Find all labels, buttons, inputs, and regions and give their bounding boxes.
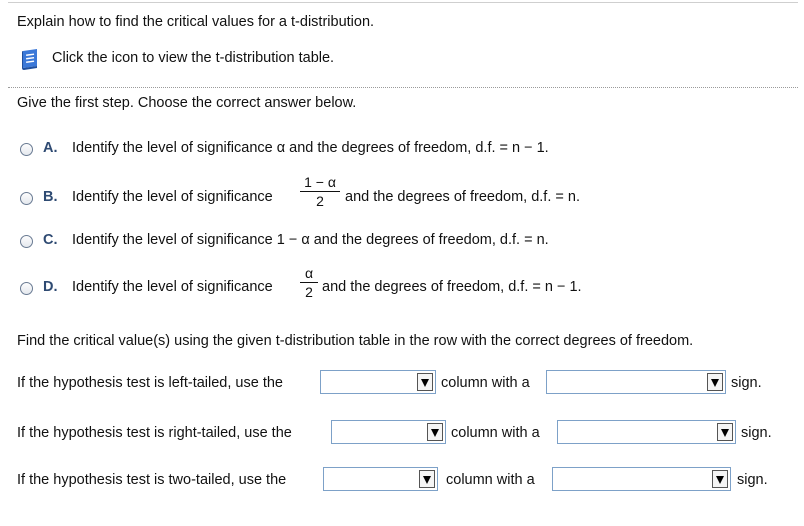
two-tailed-column-select[interactable]: [323, 467, 438, 491]
option-b-fraction: [300, 174, 340, 209]
option-d-text: Identify the level of significance: [72, 279, 273, 295]
step-prompt: Give the first step. Choose the correct answer below.: [17, 95, 357, 111]
option-a-radio[interactable]: [20, 143, 33, 156]
dropdown-arrow-icon[interactable]: [707, 373, 723, 391]
option-b-text-after: and the degrees of freedom, d.f. = n.: [345, 189, 580, 205]
dropdown-arrow-icon[interactable]: [717, 423, 733, 441]
two-tailed-suffix: sign.: [737, 472, 768, 488]
left-tailed-prefix: If the hypothesis test is left-tailed, use the: [17, 375, 283, 391]
option-c-text: Identify the level of significance 1 − α and the degrees of freedom, d.f. = n.: [72, 232, 549, 248]
table-link-text[interactable]: Click the icon to view the t-distribution table.: [52, 50, 335, 66]
section-divider: [8, 87, 798, 88]
question-text: Explain how to find the critical values for a t-distribution.: [17, 14, 375, 30]
option-b-text: Identify the level of significance: [72, 189, 273, 205]
option-a-letter: A.: [43, 140, 58, 156]
option-d-fraction-denominator: 2: [305, 284, 313, 300]
dropdown-arrow-icon[interactable]: [427, 423, 443, 441]
left-tailed-middle: column with a: [441, 375, 530, 391]
fraction-bar: [300, 282, 318, 283]
left-tailed-sign-select[interactable]: [546, 370, 726, 394]
right-tailed-column-select[interactable]: [331, 420, 446, 444]
option-b-fraction-denominator: 2: [316, 193, 324, 209]
left-tailed-column-select[interactable]: [320, 370, 436, 394]
right-tailed-prefix: If the hypothesis test is right-tailed, use the: [17, 425, 292, 441]
option-b-radio[interactable]: [20, 192, 33, 205]
dropdown-arrow-icon[interactable]: [417, 373, 433, 391]
right-tailed-sign-select[interactable]: [557, 420, 736, 444]
two-tailed-sign-select[interactable]: [552, 467, 731, 491]
option-c-letter: C.: [43, 232, 58, 248]
fraction-bar: [300, 191, 340, 192]
option-d-letter: D.: [43, 279, 58, 295]
right-tailed-middle: column with a: [451, 425, 540, 441]
option-d-fraction: [300, 265, 318, 300]
right-tailed-suffix: sign.: [741, 425, 772, 441]
dropdown-arrow-icon[interactable]: [419, 470, 435, 488]
option-a-text: Identify the level of significance α and the degrees of freedom, d.f. = n − 1.: [72, 140, 549, 156]
option-c-radio[interactable]: [20, 235, 33, 248]
two-tailed-prefix: If the hypothesis test is two-tailed, use the: [17, 472, 287, 488]
option-d-radio[interactable]: [20, 282, 33, 295]
dropdown-arrow-icon[interactable]: [712, 470, 728, 488]
left-tailed-suffix: sign.: [731, 375, 762, 391]
top-divider: [8, 2, 798, 3]
table-book-icon[interactable]: [18, 47, 42, 71]
option-d-fraction-numerator: α: [304, 265, 314, 281]
option-b-fraction-numerator: 1 − α: [304, 174, 336, 190]
find-prompt: Find the critical value(s) using the given t-distribution table in the row with the correct degrees of freedom.: [17, 333, 694, 349]
two-tailed-middle: column with a: [446, 472, 535, 488]
option-b-letter: B.: [43, 189, 58, 205]
option-d-text-after: and the degrees of freedom, d.f. = n − 1.: [322, 279, 582, 295]
